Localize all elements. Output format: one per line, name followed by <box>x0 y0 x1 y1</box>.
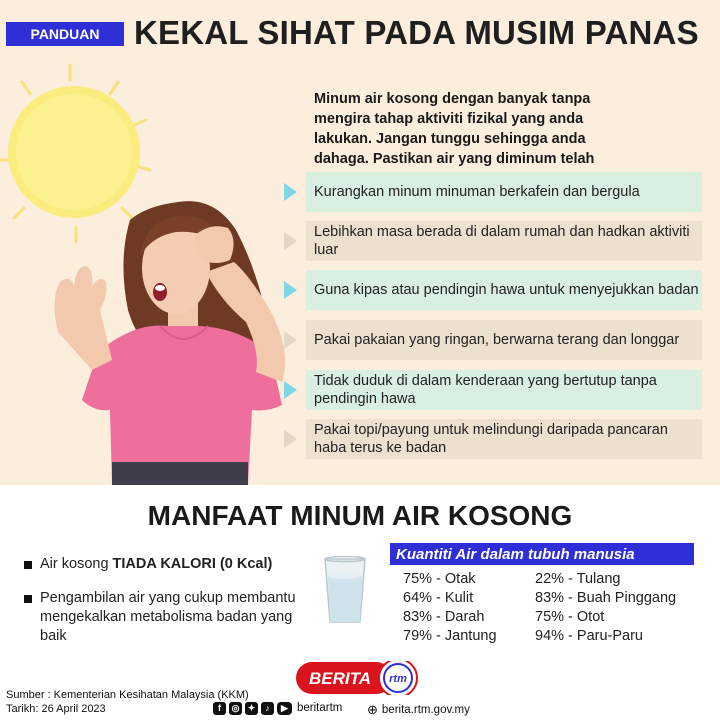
tiktok-icon[interactable]: ♪ <box>261 702 274 715</box>
benefit-text: Pengambilan air yang cukup membantu mengekalkan metabolisma badan yang baik <box>40 590 296 644</box>
list-item: 22% - Tulang <box>535 571 621 587</box>
tip-text: Lebihkan masa berada di dalam rumah dan hadkan aktiviti luar <box>314 224 690 258</box>
arrow-icon <box>284 381 297 399</box>
intro-text: Minum air kosong dengan banyak tanpa mengira tahap aktiviti fizikal yang anda lakukan. Jangan tunggu sehingga anda dahaga. Pastikan air yang diminum telah <box>314 91 595 167</box>
date-text: Tarikh: 26 April 2023 <box>6 703 106 715</box>
page-title: KEKAL SIHAT PADA MUSIM PANAS <box>134 14 699 51</box>
social-icons <box>213 702 292 715</box>
arrow-icon <box>284 281 297 299</box>
benefit-item <box>24 555 310 574</box>
list-item: 75% - Otak <box>403 571 476 587</box>
illustration <box>0 60 300 485</box>
bullet-icon <box>24 561 32 569</box>
list-item: 64% - Kulit <box>403 590 474 606</box>
logo-mark: rtm <box>389 673 407 685</box>
tip-item <box>306 370 702 410</box>
berita-rtm-logo <box>296 661 420 695</box>
guide-badge: PANDUAN <box>6 22 124 46</box>
benefits-title: MANFAAT MINUM AIR KOSONG <box>147 500 573 531</box>
tip-text: Tidak duduk di dalam kenderaan yang bertutup tanpa pendingin hawa <box>314 373 657 407</box>
tip-text: Pakai topi/payung untuk melindungi daripada pancaran haba terus ke badan <box>314 422 668 456</box>
website-text[interactable]: berita.rtm.gov.my <box>381 704 470 716</box>
arrow-icon <box>284 430 297 448</box>
globe-icon: ⊕ <box>367 702 378 717</box>
tip-text: Guna kipas atau pendingin hawa untuk menyejukkan badan <box>314 282 699 298</box>
list-item: 83% - Buah Pinggang <box>535 590 677 606</box>
water-quantity-heading: Kuantiti Air dalam tubuh manusia <box>390 543 694 565</box>
logo-text: BERITA <box>308 669 372 688</box>
bullet-icon <box>24 595 32 603</box>
water-glass-icon <box>322 556 368 626</box>
social-handle[interactable]: beritartm <box>297 702 343 714</box>
instagram-icon[interactable]: ◎ <box>229 702 242 715</box>
list-item: 83% - Darah <box>403 609 485 625</box>
benefit-highlight: TIADA KALORI (0 Kcal) <box>112 556 273 572</box>
water-list-left <box>403 570 497 646</box>
tip-text: Kurangkan minum minuman berkafein dan bergula <box>314 184 640 200</box>
twitter-icon[interactable]: ✦ <box>245 702 258 715</box>
tip-item <box>306 221 702 261</box>
tip-item <box>306 270 702 310</box>
source-text: Sumber : Kementerian Kesihatan Malaysia (KKM) <box>6 689 249 701</box>
list-item: 75% - Otot <box>535 609 605 625</box>
woman-figure <box>54 201 285 485</box>
list-item: 94% - Paru-Paru <box>535 628 643 644</box>
arrow-icon <box>284 183 297 201</box>
arrow-icon <box>284 331 297 349</box>
youtube-icon[interactable]: ▶ <box>277 702 292 715</box>
sun-icon <box>0 65 150 242</box>
tip-item <box>306 320 702 360</box>
benefit-item <box>24 589 310 646</box>
arrow-icon <box>284 232 297 250</box>
facebook-icon[interactable]: f <box>213 702 226 715</box>
benefit-text: Air kosong <box>40 556 113 572</box>
tip-item <box>306 172 702 212</box>
water-list-right <box>535 570 676 646</box>
website-link[interactable] <box>367 702 470 718</box>
tip-text: Pakai pakaian yang ringan, berwarna terang dan longgar <box>314 332 680 348</box>
tip-item <box>306 419 702 459</box>
list-item: 79% - Jantung <box>403 628 497 644</box>
